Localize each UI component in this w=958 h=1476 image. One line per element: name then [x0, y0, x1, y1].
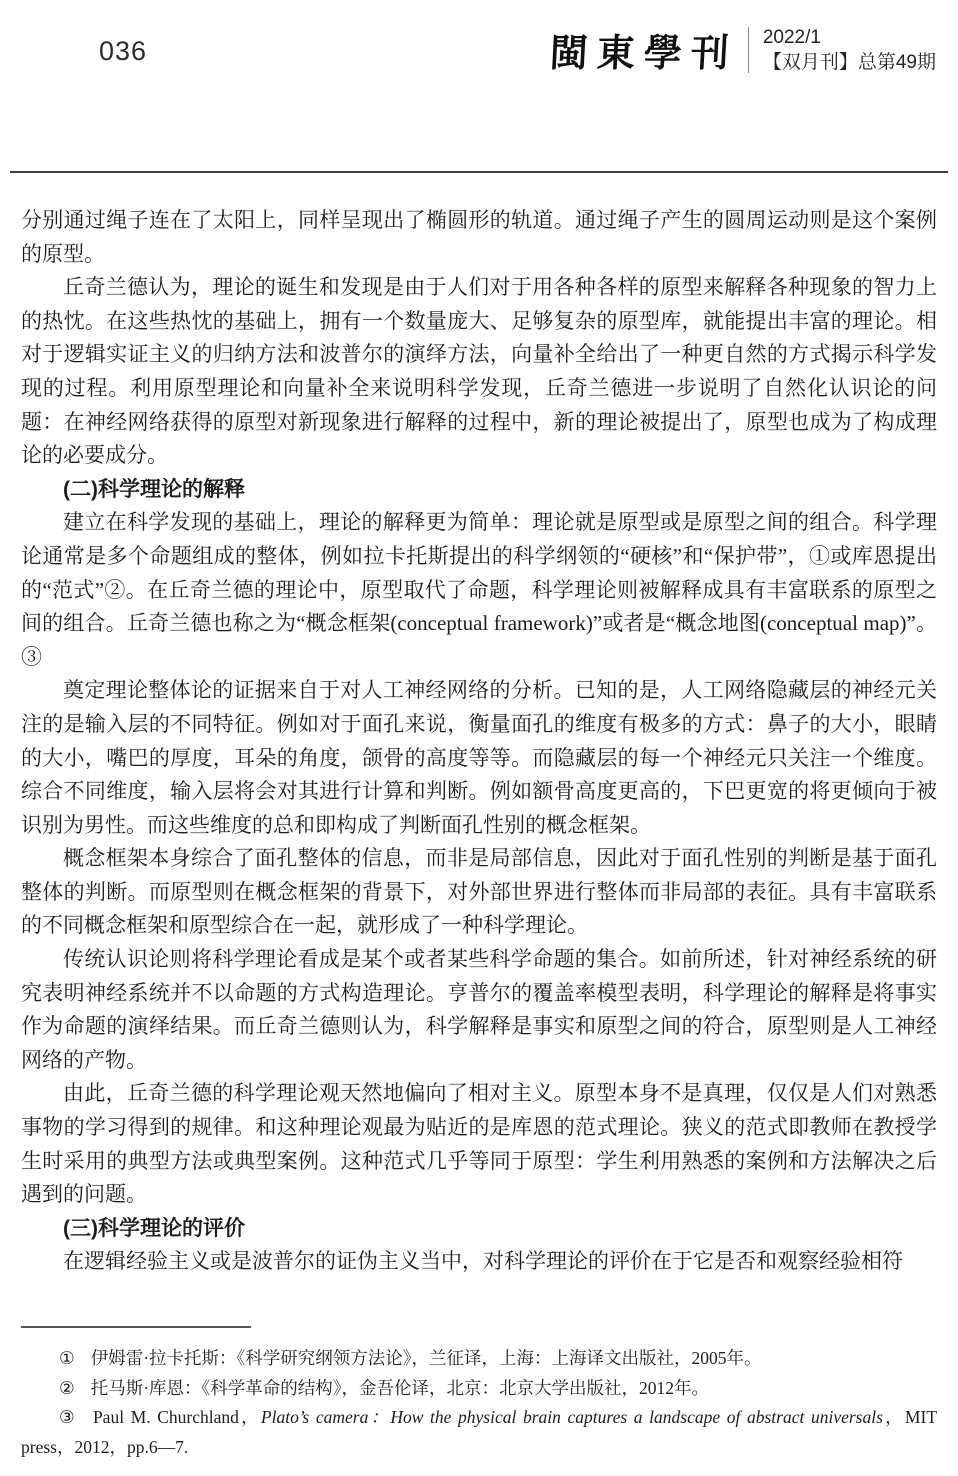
footnote-rule [21, 1326, 251, 1328]
footnote-marker: ③ [59, 1407, 77, 1427]
footnote-text: 伊姆雷·拉卡托斯：《科学研究纲领方法论》，兰征译，上海：上海译文出版社，2005年。 [90, 1348, 762, 1368]
footnote-3 [21, 1403, 937, 1462]
section-heading-2: (二)科学理论的解释 [63, 477, 245, 501]
paragraph: 概念框架本身综合了面孔整体的信息，而非是局部信息，因此对于面孔性别的判断是基于面孔整体的判断。而原型则在概念框架的背景下，对外部世界进行整体而非局部的表征。具有丰富联系的不同概念框架和原型综合在一起，就形成了一种科学理论。 [21, 846, 937, 938]
paragraph: 由此，丘奇兰德的科学理论观天然地偏向了相对主义。原型本身不是真理，仅仅是人们对熟悉事物的学习得到的规律。和这种理论观最为贴近的是库恩的范式理论。狭义的范式即教师在教授学生时采用的典型方法或典型案例。这种范式几乎等同于原型：学生利用熟悉的案例和方法解决之后遇到的问题。 [21, 1081, 937, 1207]
section-heading-3: (三)科学理论的评价 [63, 1216, 245, 1240]
paragraph-continuation: 分别通过绳子连在了太阳上，同样呈现出了椭圆形的轨道。通过绳子产生的圆周运动则是这个案例的原型。 [21, 208, 937, 266]
footnote-area [21, 1326, 937, 1462]
footnote-book-title: Plato’s camera：How the physical brain captures a landscape of abstract universals [260, 1407, 883, 1427]
issue-year: 2022/1 [762, 26, 821, 48]
footnote-text: Paul M. Churchland， [92, 1407, 261, 1427]
masthead [550, 22, 936, 77]
paragraph: 传统认识论则将科学理论看成是某个或者某些科学命题的集合。如前所述，针对神经系统的研究表明神经系统并不以命题的方式构造理论。亨普尔的覆盖率模型表明，科学理论的解释是将事实作为命题的演绎结果。而丘奇兰德则认为，科学解释是事实和原型之间的符合，原型则是人工神经网络的产物。 [21, 947, 937, 1072]
issue-info [763, 25, 936, 75]
footnote-1 [21, 1344, 937, 1374]
paragraph: 奠定理论整体论的证据来自于对人工神经网络的分析。已知的是，人工网络隐藏层的神经元关注的是输入层的不同特征。例如对于面孔来说，衡量面孔的维度有极多的方式：鼻子的大小，眼睛的大小，嘴巴的厚度，耳朵的角度，颌骨的高度等等。而隐藏层的每一个神经元只关注一个维度。综合不同维度，输入层将会对其进行计算和判断。例如额骨高度更高的，下巴更宽的将更倾向于被识别为男性。而这些维度的总和即构成了判断面孔性别的概念框架。 [21, 678, 937, 837]
journal-logo: 閩東學刊 [548, 30, 739, 75]
paragraph: 建立在科学发现的基础上，理论的解释更为简单：理论就是原型或是原型之间的组合。科学理论通常是多个命题组成的整体，例如拉卡托斯提出的科学纲领的“硬核”和“保护带”，①或库恩提出的“范式”②。在丘奇兰德的理论中，原型取代了命题，科学理论则被解释成具有丰富联系的原型之间的组合。丘奇兰德也称之为“概念框架(conceptual framework)”或者是“概念地图(conceptual map)”。③ [21, 510, 937, 669]
footnote-marker: ① [59, 1348, 75, 1368]
masthead-divider [748, 27, 749, 73]
page-number: 036 [99, 36, 148, 66]
footnote-text: 托马斯·库恩：《科学革命的结构》，金吾伦译，北京：北京大学出版社，2012年。 [90, 1377, 710, 1398]
paragraph: 在逻辑经验主义或是波普尔的证伪主义当中，对科学理论的评价在于它是否和观察经验相符 [63, 1249, 903, 1274]
article-body [21, 204, 937, 1320]
footnote-2 [21, 1374, 937, 1404]
header-rule [10, 171, 948, 173]
footnote-text: ，MIT press，2012，pp.6—7. [21, 1407, 938, 1457]
issue-number: 【双月刊】总第49期 [762, 51, 936, 73]
footnote-list [21, 1344, 937, 1462]
footnote-marker: ② [59, 1377, 75, 1398]
paragraph: 丘奇兰德认为，理论的诞生和发现是由于人们对于用各种各样的原型来解释各种现象的智力上的热忱。在这些热忱的基础上，拥有一个数量庞大、足够复杂的原型库，就能提出丰富的理论。相对于逻辑实证主义的归纳方法和波普尔的演绎方法，向量补全给出了一种更自然的方式揭示科学发现的过程。利用原型理论和向量补全来说明科学发现，丘奇兰德进一步说明了自然化认识论的问题：在神经网络获得的原型对新现象进行解释的过程中，新的理论被提出了，原型也成为了构成理论的必要成分。 [21, 275, 937, 468]
